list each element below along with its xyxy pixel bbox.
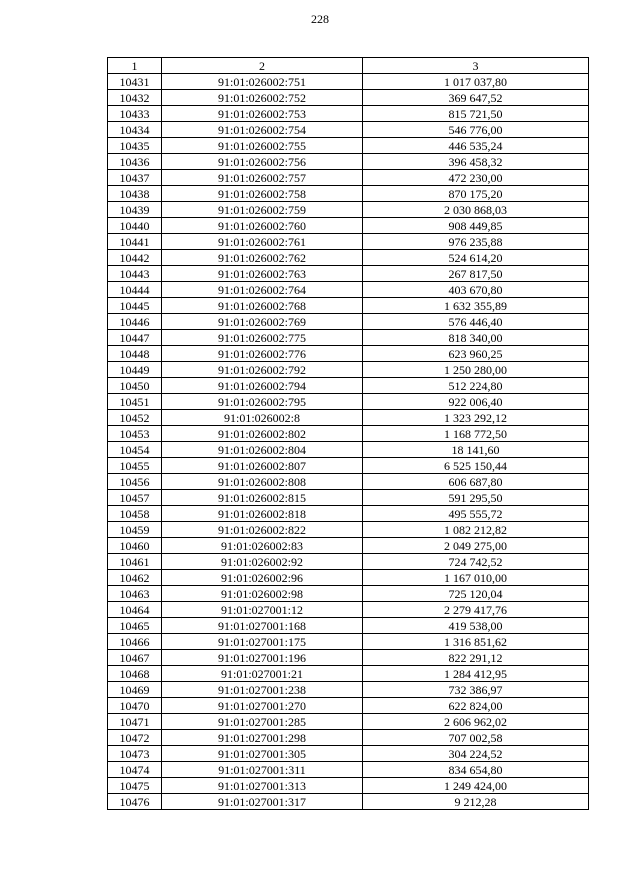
- table-row: [108, 90, 589, 106]
- value-cell: 267 817,50: [363, 266, 589, 282]
- table-row: [108, 314, 589, 330]
- row-number-cell: 10454: [108, 442, 162, 458]
- row-number-cell: 10445: [108, 298, 162, 314]
- value-cell: 2 030 868,03: [363, 202, 589, 218]
- value-cell: 1 284 412,95: [363, 666, 589, 682]
- table-row: [108, 282, 589, 298]
- table-row: [108, 762, 589, 778]
- value-cell: 495 555,72: [363, 506, 589, 522]
- row-number-cell: 10456: [108, 474, 162, 490]
- table-row: [108, 474, 589, 490]
- row-number-cell: 10462: [108, 570, 162, 586]
- cadastral-number-cell: 91:01:027001:285: [162, 714, 363, 730]
- row-number-cell: 10431: [108, 74, 162, 90]
- cadastral-number-cell: 91:01:026002:768: [162, 298, 363, 314]
- cadastral-number-cell: 91:01:026002:794: [162, 378, 363, 394]
- table-row: [108, 458, 589, 474]
- cadastral-number-cell: 91:01:026002:795: [162, 394, 363, 410]
- row-number-cell: 10473: [108, 746, 162, 762]
- cadastral-number-cell: 91:01:027001:21: [162, 666, 363, 682]
- table-row: [108, 138, 589, 154]
- value-cell: 512 224,80: [363, 378, 589, 394]
- value-cell: 2 279 417,76: [363, 602, 589, 618]
- table-row: [108, 154, 589, 170]
- value-cell: 724 742,52: [363, 554, 589, 570]
- value-cell: 870 175,20: [363, 186, 589, 202]
- value-cell: 524 614,20: [363, 250, 589, 266]
- row-number-cell: 10450: [108, 378, 162, 394]
- row-number-cell: 10443: [108, 266, 162, 282]
- cadastral-number-cell: 91:01:027001:311: [162, 762, 363, 778]
- cadastral-number-cell: 91:01:026002:762: [162, 250, 363, 266]
- table-row: [108, 746, 589, 762]
- cadastral-number-cell: 91:01:026002:769: [162, 314, 363, 330]
- value-cell: 815 721,50: [363, 106, 589, 122]
- cadastral-number-cell: 91:01:026002:760: [162, 218, 363, 234]
- row-number-cell: 10451: [108, 394, 162, 410]
- cadastral-number-cell: 91:01:027001:270: [162, 698, 363, 714]
- cadastral-number-cell: 91:01:026002:807: [162, 458, 363, 474]
- row-number-cell: 10435: [108, 138, 162, 154]
- value-cell: 419 538,00: [363, 618, 589, 634]
- cadastral-number-cell: 91:01:026002:818: [162, 506, 363, 522]
- table-row: [108, 234, 589, 250]
- header-cell-3: 3: [363, 58, 589, 74]
- row-number-cell: 10439: [108, 202, 162, 218]
- value-cell: 2 049 275,00: [363, 538, 589, 554]
- cadastral-number-cell: 91:01:026002:92: [162, 554, 363, 570]
- value-cell: 818 340,00: [363, 330, 589, 346]
- cadastral-number-cell: 91:01:026002:96: [162, 570, 363, 586]
- table-row: [108, 490, 589, 506]
- table-row: [108, 682, 589, 698]
- cadastral-number-cell: 91:01:027001:317: [162, 794, 363, 810]
- table-row: [108, 378, 589, 394]
- value-cell: 304 224,52: [363, 746, 589, 762]
- table-row: [108, 330, 589, 346]
- page-number: 228: [311, 12, 329, 26]
- row-number-cell: 10447: [108, 330, 162, 346]
- cadastral-number-cell: 91:01:027001:305: [162, 746, 363, 762]
- row-number-cell: 10457: [108, 490, 162, 506]
- row-number-cell: 10469: [108, 682, 162, 698]
- table-row: [108, 74, 589, 90]
- value-cell: 18 141,60: [363, 442, 589, 458]
- table-row: [108, 122, 589, 138]
- cadastral-number-cell: 91:01:026002:761: [162, 234, 363, 250]
- registry-table-body: [108, 58, 589, 810]
- row-number-cell: 10452: [108, 410, 162, 426]
- cadastral-number-cell: 91:01:026002:759: [162, 202, 363, 218]
- table-row: [108, 218, 589, 234]
- value-cell: 1 632 355,89: [363, 298, 589, 314]
- table-row: [108, 714, 589, 730]
- cadastral-number-cell: 91:01:027001:238: [162, 682, 363, 698]
- header-cell-1: 1: [108, 58, 162, 74]
- row-number-cell: 10465: [108, 618, 162, 634]
- row-number-cell: 10459: [108, 522, 162, 538]
- table-row: [108, 506, 589, 522]
- table-row: [108, 730, 589, 746]
- cadastral-number-cell: 91:01:026002:764: [162, 282, 363, 298]
- row-number-cell: 10468: [108, 666, 162, 682]
- cadastral-number-cell: 91:01:026002:755: [162, 138, 363, 154]
- row-number-cell: 10461: [108, 554, 162, 570]
- cadastral-number-cell: 91:01:026002:804: [162, 442, 363, 458]
- value-cell: 1 167 010,00: [363, 570, 589, 586]
- value-cell: 396 458,32: [363, 154, 589, 170]
- cadastral-number-cell: 91:01:027001:313: [162, 778, 363, 794]
- value-cell: 622 824,00: [363, 698, 589, 714]
- cadastral-number-cell: 91:01:026002:815: [162, 490, 363, 506]
- row-number-cell: 10436: [108, 154, 162, 170]
- table-row: [108, 186, 589, 202]
- table-row: [108, 346, 589, 362]
- cadastral-number-cell: 91:01:026002:8: [162, 410, 363, 426]
- row-number-cell: 10440: [108, 218, 162, 234]
- cadastral-number-cell: 91:01:026002:775: [162, 330, 363, 346]
- registry-table: [107, 57, 589, 810]
- row-number-cell: 10474: [108, 762, 162, 778]
- value-cell: 2 606 962,02: [363, 714, 589, 730]
- value-cell: 403 670,80: [363, 282, 589, 298]
- value-cell: 1 250 280,00: [363, 362, 589, 378]
- value-cell: 6 525 150,44: [363, 458, 589, 474]
- table-row: [108, 602, 589, 618]
- row-number-cell: 10432: [108, 90, 162, 106]
- value-cell: 732 386,97: [363, 682, 589, 698]
- table-row: [108, 666, 589, 682]
- row-number-cell: 10476: [108, 794, 162, 810]
- value-cell: 1 323 292,12: [363, 410, 589, 426]
- cadastral-number-cell: 91:01:027001:168: [162, 618, 363, 634]
- table-row: [108, 794, 589, 810]
- cadastral-number-cell: 91:01:026002:763: [162, 266, 363, 282]
- row-number-cell: 10433: [108, 106, 162, 122]
- row-number-cell: 10472: [108, 730, 162, 746]
- value-cell: 623 960,25: [363, 346, 589, 362]
- row-number-cell: 10434: [108, 122, 162, 138]
- cadastral-number-cell: 91:01:026002:98: [162, 586, 363, 602]
- cadastral-number-cell: 91:01:026002:822: [162, 522, 363, 538]
- value-cell: 922 006,40: [363, 394, 589, 410]
- value-cell: 976 235,88: [363, 234, 589, 250]
- row-number-cell: 10466: [108, 634, 162, 650]
- table-row: [108, 634, 589, 650]
- cadastral-number-cell: 91:01:026002:776: [162, 346, 363, 362]
- table-row: [108, 586, 589, 602]
- cadastral-number-cell: 91:01:026002:802: [162, 426, 363, 442]
- table-row: [108, 106, 589, 122]
- row-number-cell: 10464: [108, 602, 162, 618]
- value-cell: 707 002,58: [363, 730, 589, 746]
- table-row: [108, 202, 589, 218]
- table-row: [108, 538, 589, 554]
- cadastral-number-cell: 91:01:026002:756: [162, 154, 363, 170]
- table-row: [108, 426, 589, 442]
- header-cell-2: 2: [162, 58, 363, 74]
- value-cell: 1 249 424,00: [363, 778, 589, 794]
- table-row: [108, 250, 589, 266]
- row-number-cell: 10437: [108, 170, 162, 186]
- value-cell: 1 168 772,50: [363, 426, 589, 442]
- row-number-cell: 10438: [108, 186, 162, 202]
- value-cell: 1 082 212,82: [363, 522, 589, 538]
- cadastral-number-cell: 91:01:026002:752: [162, 90, 363, 106]
- row-number-cell: 10444: [108, 282, 162, 298]
- value-cell: 606 687,80: [363, 474, 589, 490]
- table-row: [108, 394, 589, 410]
- cadastral-number-cell: 91:01:027001:298: [162, 730, 363, 746]
- value-cell: 822 291,12: [363, 650, 589, 666]
- row-number-cell: 10441: [108, 234, 162, 250]
- table-row: [108, 362, 589, 378]
- table-row: [108, 266, 589, 282]
- cadastral-number-cell: 91:01:026002:757: [162, 170, 363, 186]
- table-row: [108, 442, 589, 458]
- value-cell: 546 776,00: [363, 122, 589, 138]
- value-cell: 446 535,24: [363, 138, 589, 154]
- cadastral-number-cell: 91:01:026002:83: [162, 538, 363, 554]
- table-row: [108, 570, 589, 586]
- value-cell: 576 446,40: [363, 314, 589, 330]
- row-number-cell: 10471: [108, 714, 162, 730]
- row-number-cell: 10460: [108, 538, 162, 554]
- cadastral-number-cell: 91:01:027001:12: [162, 602, 363, 618]
- value-cell: 9 212,28: [363, 794, 589, 810]
- table-row: [108, 778, 589, 794]
- row-number-cell: 10455: [108, 458, 162, 474]
- table-row: [108, 698, 589, 714]
- cadastral-number-cell: 91:01:026002:753: [162, 106, 363, 122]
- table-row: [108, 650, 589, 666]
- row-number-cell: 10467: [108, 650, 162, 666]
- row-number-cell: 10446: [108, 314, 162, 330]
- value-cell: 1 017 037,80: [363, 74, 589, 90]
- row-number-cell: 10470: [108, 698, 162, 714]
- value-cell: 908 449,85: [363, 218, 589, 234]
- cadastral-number-cell: 91:01:026002:758: [162, 186, 363, 202]
- cadastral-number-cell: 91:01:026002:808: [162, 474, 363, 490]
- row-number-cell: 10448: [108, 346, 162, 362]
- value-cell: 472 230,00: [363, 170, 589, 186]
- value-cell: 369 647,52: [363, 90, 589, 106]
- row-number-cell: 10463: [108, 586, 162, 602]
- table-row: [108, 410, 589, 426]
- table-row: [108, 170, 589, 186]
- table-row: [108, 618, 589, 634]
- value-cell: 725 120,04: [363, 586, 589, 602]
- table-row: [108, 554, 589, 570]
- row-number-cell: 10453: [108, 426, 162, 442]
- cadastral-number-cell: 91:01:026002:792: [162, 362, 363, 378]
- cadastral-number-cell: 91:01:027001:196: [162, 650, 363, 666]
- row-number-cell: 10458: [108, 506, 162, 522]
- row-number-cell: 10442: [108, 250, 162, 266]
- value-cell: 834 654,80: [363, 762, 589, 778]
- cadastral-number-cell: 91:01:027001:175: [162, 634, 363, 650]
- row-number-cell: 10475: [108, 778, 162, 794]
- value-cell: 591 295,50: [363, 490, 589, 506]
- value-cell: 1 316 851,62: [363, 634, 589, 650]
- header-row: [108, 58, 589, 74]
- row-number-cell: 10449: [108, 362, 162, 378]
- table-row: [108, 298, 589, 314]
- table-row: [108, 522, 589, 538]
- cadastral-number-cell: 91:01:026002:754: [162, 122, 363, 138]
- cadastral-number-cell: 91:01:026002:751: [162, 74, 363, 90]
